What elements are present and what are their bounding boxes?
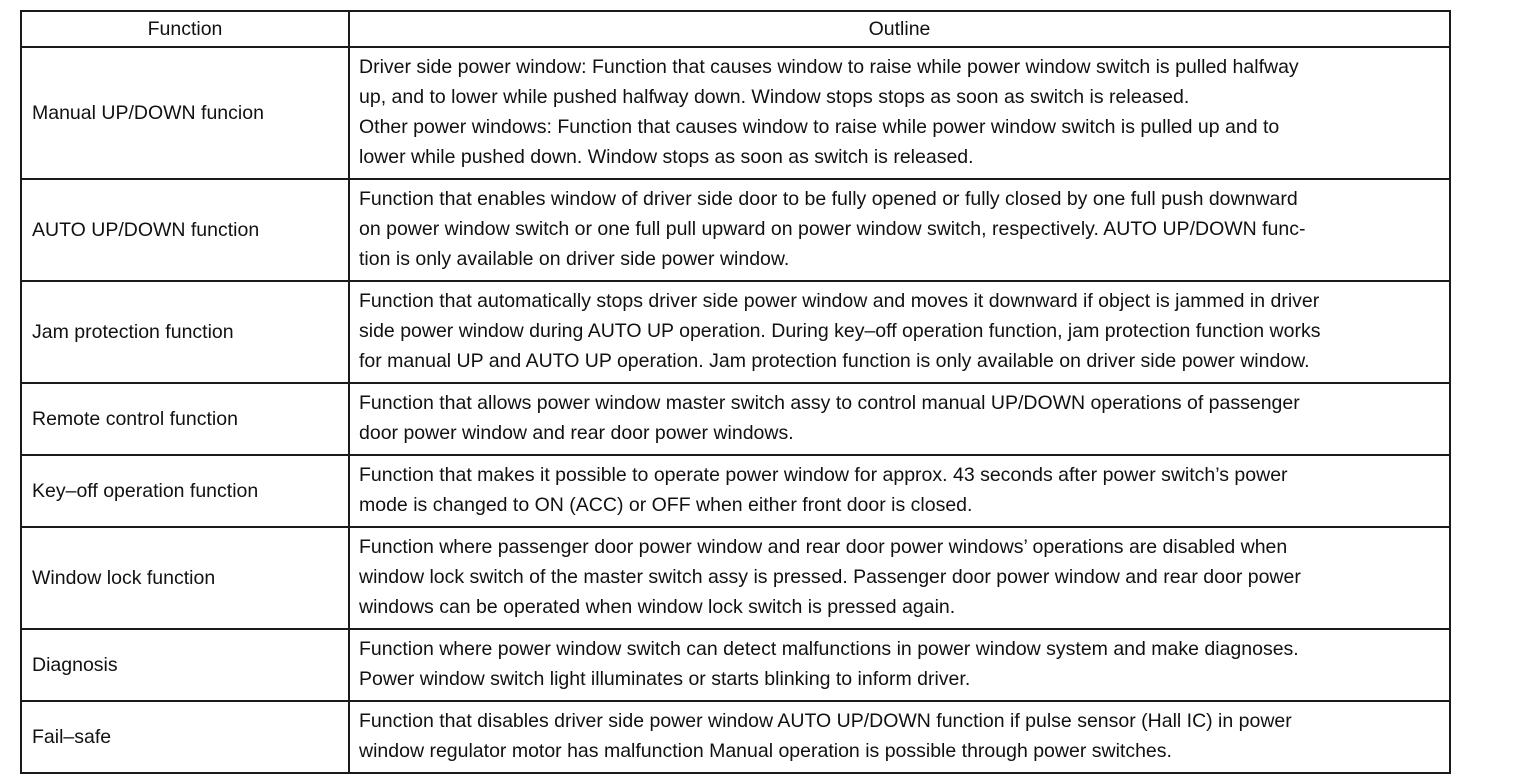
outline-line: window lock switch of the master switch assy is pressed. Passenger door power window and rear door power — [359, 566, 1301, 588]
outline-line: mode is changed to ON (ACC) or OFF when either front door is closed. — [359, 494, 973, 516]
outline-line: on power window switch or one full pull upward on power window switch, respectively. AUTO UP/DOWN func- — [359, 218, 1306, 240]
header-function: Function — [21, 11, 349, 47]
outline-line: Function where passenger door power window and rear door power windows’ operations are disabled when — [359, 536, 1288, 558]
outline-cell — [349, 281, 1450, 383]
outline-cell — [349, 455, 1450, 527]
function-cell: Remote control function — [21, 383, 349, 455]
header-outline: Outline — [349, 11, 1450, 47]
outline-cell — [349, 701, 1450, 773]
outline-line: Other power windows: Function that causes window to raise while power window switch is pulled up and to — [359, 116, 1280, 138]
outline-cell — [349, 179, 1450, 281]
table-row — [21, 629, 1450, 701]
outline-line: window regulator motor has malfunction Manual operation is possible through power switches. — [359, 740, 1172, 762]
function-cell: Window lock function — [21, 527, 349, 629]
function-cell: Manual UP/DOWN funcion — [21, 47, 349, 179]
outline-line: up, and to lower while pushed halfway down. Window stops stops as soon as switch is released. — [359, 86, 1190, 108]
outline-line: tion is only available on driver side power window. — [359, 248, 790, 270]
function-cell: Fail–safe — [21, 701, 349, 773]
function-cell: Jam protection function — [21, 281, 349, 383]
outline-line: Power window switch light illuminates or starts blinking to inform driver. — [359, 668, 971, 690]
table-row — [21, 455, 1450, 527]
outline-line: Function that enables window of driver side door to be fully opened or fully closed by one full push downward — [359, 188, 1298, 210]
function-outline-table — [20, 10, 1451, 774]
outline-cell — [349, 629, 1450, 701]
outline-line: lower while pushed down. Window stops as soon as switch is released. — [359, 146, 974, 168]
table-row — [21, 281, 1450, 383]
outline-cell — [349, 527, 1450, 629]
table-row — [21, 47, 1450, 179]
outline-cell — [349, 383, 1450, 455]
function-cell: AUTO UP/DOWN function — [21, 179, 349, 281]
outline-line: Function that disables driver side power window AUTO UP/DOWN function if pulse sensor (Hall IC) in power — [359, 710, 1292, 732]
outline-line: Function where power window switch can detect malfunctions in power window system and make diagnoses. — [359, 638, 1299, 660]
table-header-row — [21, 11, 1450, 47]
outline-cell — [349, 47, 1450, 179]
outline-line: Function that makes it possible to operate power window for approx. 43 seconds after power switch’s power — [359, 464, 1288, 486]
outline-line: Function that automatically stops driver side power window and moves it downward if object is jammed in driver — [359, 290, 1320, 312]
table-row — [21, 701, 1450, 773]
table-row — [21, 179, 1450, 281]
outline-line: side power window during AUTO UP operation. During key–off operation function, jam protection function works — [359, 320, 1321, 342]
table-body — [21, 47, 1450, 773]
outline-line: for manual UP and AUTO UP operation. Jam protection function is only available on driver side power window. — [359, 350, 1310, 372]
outline-line: door power window and rear door power windows. — [359, 422, 794, 444]
outline-line: windows can be operated when window lock switch is pressed again. — [359, 596, 956, 618]
table-row — [21, 383, 1450, 455]
outline-line: Function that allows power window master switch assy to control manual UP/DOWN operations of passenger — [359, 392, 1300, 414]
outline-line: Driver side power window: Function that causes window to raise while power window switch is pulled halfway — [359, 56, 1299, 78]
table-row — [21, 527, 1450, 629]
function-cell: Key–off operation function — [21, 455, 349, 527]
function-cell: Diagnosis — [21, 629, 349, 701]
